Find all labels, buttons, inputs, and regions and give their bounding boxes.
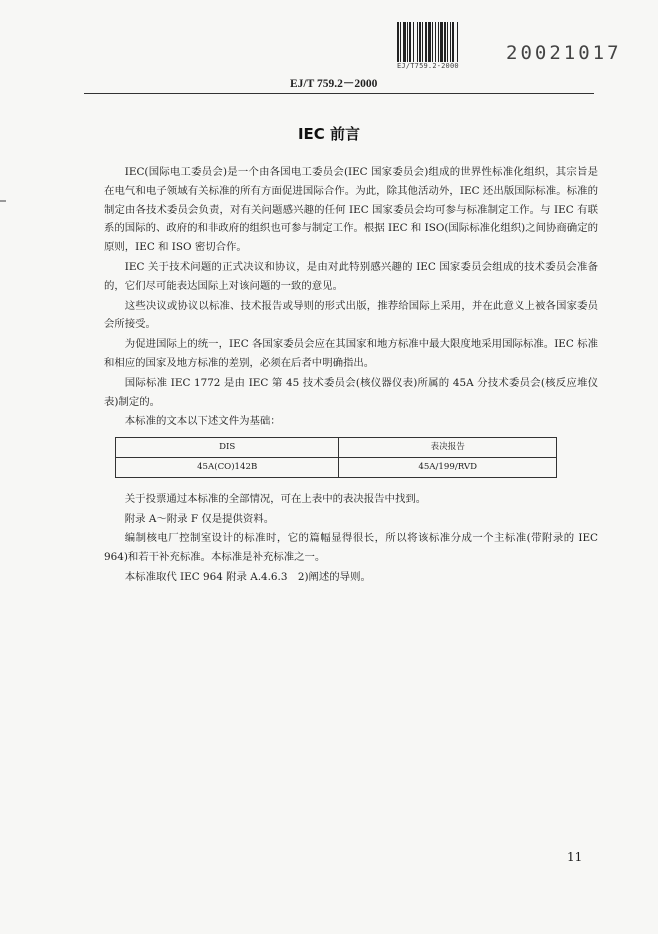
barcode [397,22,471,62]
barcode-bar [458,22,459,62]
standard-number: EJ/T 759.2－2000 [290,78,378,90]
page-title: IEC 前言 [297,125,361,143]
scan-edge-mark [0,200,6,202]
basis-documents-table [115,437,557,478]
paragraph: 为促进国际上的统一，IEC 各国家委员会应在其国家和地方标准中最大限度地采用国际标准。IEC 标准和相应的国家及地方标准的差别，必须在后者中明确指出。 [104,338,598,369]
after-table-text [104,490,598,587]
page-number: 11 [567,850,583,864]
table-row [116,457,557,477]
table-cell-dis: 45A(CO)142B [116,457,339,477]
paragraph: IEC 关于技术问题的正式决议和协议，是由对此特别感兴趣的 IEC 国家委员会组成的技术委员会准备的，它们尽可能表达国际上对该问题的一致的意见。 [104,260,598,292]
paragraph: 国际标准 IEC 1772 是由 IEC 第 45 技术委员会(核仪器仪表)所属的 45A 分技术委员会(核反应堆仪表)制定的。 [104,376,598,408]
paragraph: 这些决议或协议以标准、技术报告或导则的形式出版，推荐给国际上采用，并在此意义上被各国家委员会所接受。 [104,299,598,331]
table-cell-rvd: 45A/199/RVD [339,457,557,477]
paragraph: 关于投票通过本标准的全部情况，可在上表中的表决报告中找到。 [124,492,427,505]
table-header-row [116,438,557,458]
paragraph: 本标准取代 IEC 964 附录 A.4.6.3 2)阐述的导则。 [124,570,371,583]
header-rule [84,93,594,94]
paragraph: 编制核电厂控制室设计的标准时，它的篇幅显得很长，所以将该标准分成一个主标准(带附录的 IEC 964)和若干补充标准。本标准是补充标准之一。 [104,532,598,564]
body-text [104,163,598,587]
table-header-voting-report: 表决报告 [339,438,557,458]
barcode-caption: EJ/T759.2-2000 [397,62,459,70]
paragraph: IEC(国际电工委员会)是一个由各国电工委员会(IEC 国家委员会)组成的世界性标准化组织，其宗旨是在电气和电子领域有关标准的所有方面促进国际合作。为此，除其他活动外，IEC 还出版国际标准。标准的制定由各技术委员会负责，对有关问题感兴趣的任何 IEC 国家委员会均可参与标准制定工作。与 IEC 有联系的国际的、政府的和非政府的组织也可参与制定工作。根据 IEC 和 ISO(国际标准化组织)之间协商确定的原则，IEC 和 ISO 密切合作。 [104,166,598,254]
table-header-dis: DIS [116,438,339,458]
paragraph: 本标准的文本以下述文件为基础： [124,415,281,428]
paragraph: 附录 A～附录 F 仅是提供资料。 [124,512,275,525]
serial-number: 20021017 [506,42,622,64]
